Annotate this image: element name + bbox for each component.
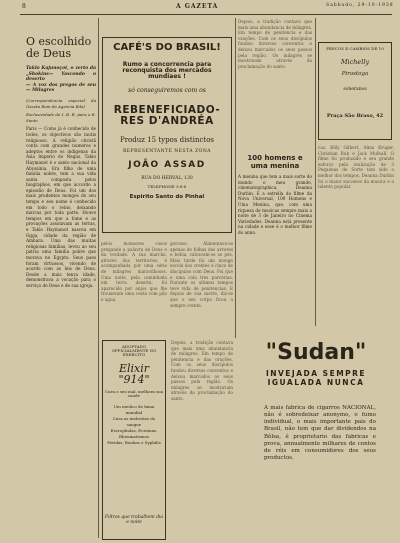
ad-precos: PRECOS E CAMBIOS DE 10 Michelly Pirastoga soberanos Praça São Braso, 42 (318, 42, 392, 140)
ad-sudan: "Sudan" INVEJADA SEMPRE IGUALADA NUNCA A mais fabrica de cigarros NACIONAL, não é sobredeixar anonymo, o fumo individual, o mais importante pais do Brasil, não tem que dar dividendos na Bôlsa, é proprietario das fabricas e prova, annualmente milhares de contos de réis em consumidores dos seus productos. (240, 333, 392, 539)
article-continuation-2: gorosos. Alimentava-se apenas de folhas das arvores e bebia, calcavam-se os pés. Mais tarde foi um monge escola dos crentes e cinco de discipulos com Deus. Foi que e uma cola tres parcerias. Durante os ultimos tempos teve vida de penitencias. E depois de sua morte, diz-se que o seu corpo ficou o sempre crente. (170, 241, 233, 308)
page-date: Sabbado, 29-10-1938 (326, 3, 394, 8)
article-body: Paris — Como já é conhecido de todos, os objectivos são inutis religiosos. A religião christã conta com grandes numeros e adeptos entre os indigenas da Ásia Imperio do Negus. Takio Haymanot é o santo nacional da Abyssinia. Era filho de uma familia nobre, tem a sua vida santa composta pelos biographos, em que accordo a episodio de Deus. Foi um dos mais prudentes monges do seu tempo e seu nome é conhecido em todo o reino, deixando marcas por toda parte. Houve tempos em que a fome e as provações assolavam as terras, e Taklo Haymanot nasceu em Ogga, cidade da região de Amhara. Uma das muitas religiosas familias, levou ao seu patria uma familia pobre que morava no Egypto. Seus paes foram virtuosos, vivendo de acordo com as leis de Deus. Desde a mais tenra idade, demonstrava a vocação para o serviço de Deus e de sua igreja. (26, 126, 96, 288)
header-rule (20, 14, 392, 15)
article-escolhido: O escolhido de Deus Taklo Kajunoçot, o zerto da „Shokins— Yascondo o deserto — A voz dos pregos de seu — Milagres (Correspondencia especial da Gazeta Rom da Agencia Eda) Exclusividade de I. B. R. para o E. Santo Paris — Como já é conhecido de todos, os objectivos são inutis religiosos. A religião christã conta com grandes numeros e adeptos entre os indigenas da Ásia Imperio do Negus. Takio Haymanot é o santo nacional da Abyssinia. Era filho de uma familia nobre, tem a sua vida santa composta pelos biographos, em que accordo a episodio de Deus. Foi um dos mais prudentes monges do seu tempo e seu nome é conhecido em todo o reino, deixando marcas por toda parte. Houve tempos em que a fome e as provações assolavam as terras, e Taklo Haymanot nasceu em Ogga, cidade da região de Amhara. Uma das muitas religiosas familias, levou ao seu patria uma familia pobre que morava no Egypto. Seus paes foram virtuosos, vivendo de acordo com as leis de Deus. Desde a mais tenra idade, demonstrava a vocação para o serviço de Deus e de sua igreja. (26, 36, 96, 288)
ad-cafes: CAFÉ'S DO BRASIL! Rumo a concorrencia para reconquista dos mercados mundiaes ! só conseguiremos com os REBENEFICIADO- RES D'ANDRÉA Produz 15 typos distinctos REPRESENTANTE NESTA ZONA JOÃO ASSAD RUA DO HERVAL, 130 TELEPHONE 3-8-8 Espirito Santo do Pinhal (102, 37, 232, 233)
article-title: O escolhido de Deus (26, 36, 92, 60)
ad-elixir: ADOPTADO OFFICIALMENTE NO EXERCITO Elixir "914" Cura o seu mal, melhora sua saude Um medico de fama mundial Cura as molestias do sangue Escrophulas, Eczemas, Rheumatismos Feridas, Boubas e Syphilis Filtros que trabalhem dia e noite (102, 340, 166, 540)
article-col4: Depois, a tradição contava que mais uma abundancia de milagres. Em tempo de penitencia e das orações. Com os seus discipulos fundou diversos conventos e deixou marcados os seus passos pela região. Os milagres se mostravam através da proclamação do santo. (171, 340, 233, 401)
article-100-homens: 100 homens e uma menina A menina que tem a mais sorte do mundo o meu grande, cinematographica, Deanna Durbin. E a estrella do filme da Nova Universal, 100 Homens e Uma Menina, que, com uma riqueza de musicas sempre mais a noite de 3 de Janeiro no Cinema Variedades. Deanna está presente na cidade e esse é o melhor filme do anno. (238, 154, 312, 235)
article-100-title: 100 homens e uma menina (247, 154, 303, 170)
article-col5-top: Depois, a tradição contava que mais uma abundancia de milagres. Em tempo de penitencia e das orações. Com os seus discipulos fundou diversos conventos e deixou marcados os seus passos pela região. Os milagres se mostravam através da proclamação do santo. (238, 19, 312, 69)
page-number: 8 (22, 3, 27, 10)
article-continuation: pelos monsores cosos pregando a palavra de Deus e da verdade. A sua marcha, através dos territorios, é acompanhada por uma série de milagres maravilhosos. Uma noite, pela caminhada em terra deserta, foi aparecido por anjos que lhe trouxeram uma cesta com pão e agua. (101, 241, 167, 302)
newspaper-title: A GAZETA (176, 3, 219, 10)
sudan-brand: "Sudan" (265, 340, 367, 365)
article-col6: cas. Billy Gilbert, Alma Kruger, Christian Rub e Jack Mulhall. O filme foi produzido e seu grande esforço pela realização de 3 Pequenas de Sorte tem sido o melhor dos tempos. Deanna Durbin foi o maior successo da musica e o talento popular. (318, 145, 394, 190)
